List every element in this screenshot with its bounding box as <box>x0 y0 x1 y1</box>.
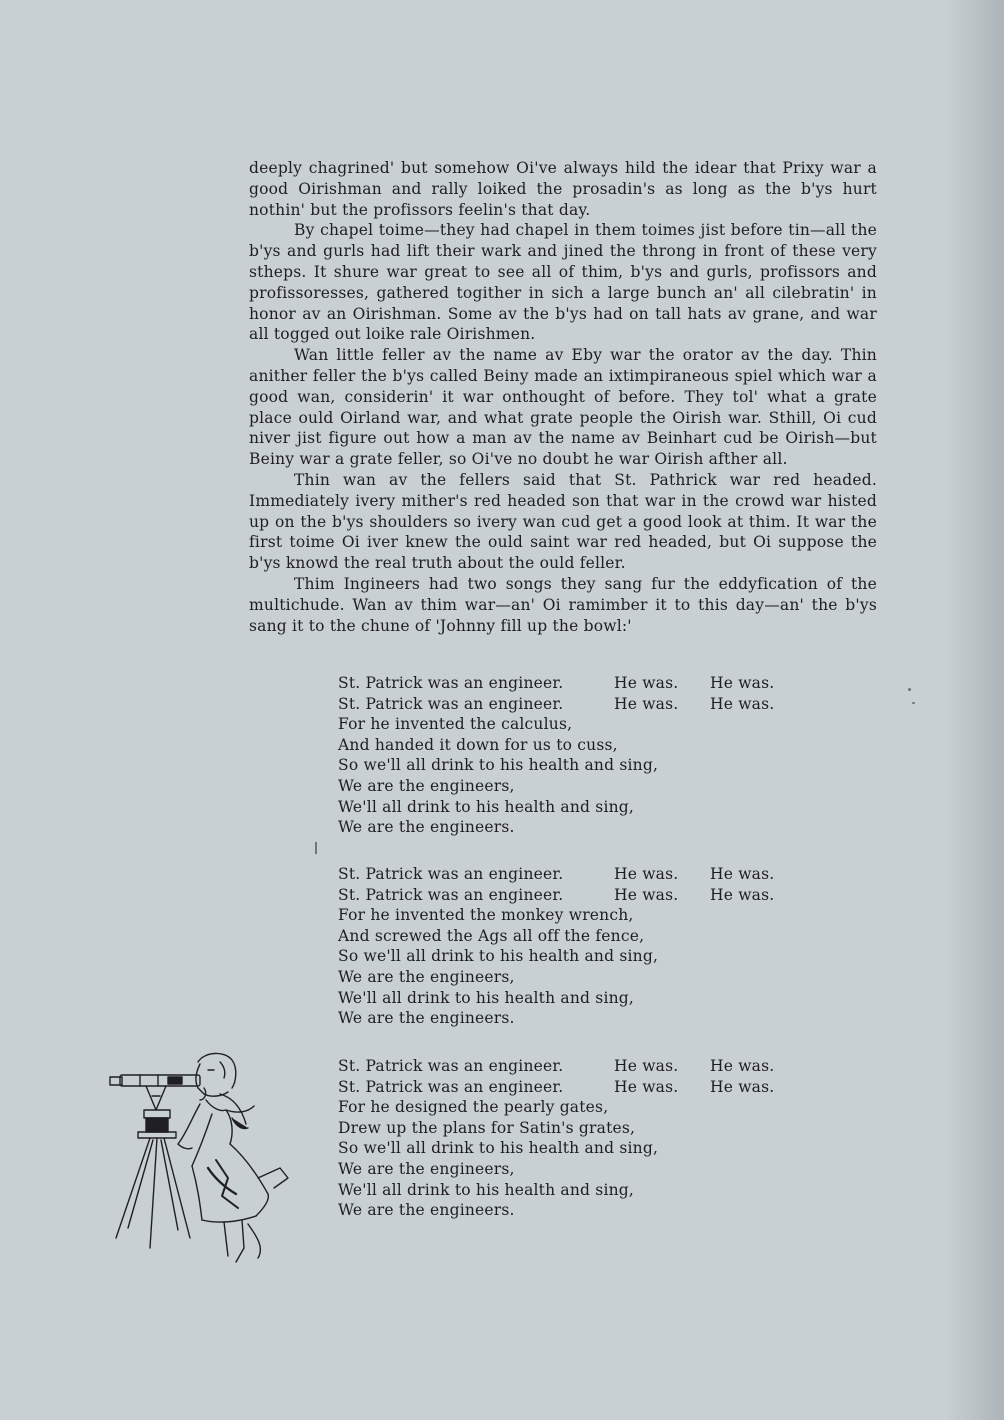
refrain-text: St. Patrick was an engineer. <box>338 865 564 883</box>
refrain-line <box>338 864 808 885</box>
he-was: He was. <box>614 1057 679 1075</box>
he-was: He was. <box>614 1077 679 1096</box>
refrain-line <box>338 1056 808 1077</box>
he-was: He was. <box>710 865 775 883</box>
chorus-line: So we'll all drink to his health and sing, <box>338 1139 659 1158</box>
he-was: He was. <box>710 674 775 692</box>
he-was: He was. <box>710 1077 775 1096</box>
he-was: He was. <box>614 885 679 904</box>
chorus-line: We'll all drink to his health and sing, <box>338 1180 635 1199</box>
paragraph: Thin wan av the fellers said that St. Pathrick war red headed. Immediately ivery mither's red headed son that war in the crowd war histed up on the b'ys shoulders so ivery wan cud get a good look at thim. It war the first toime Oi iver knew the ould saint war red headed, but Oi suppose the b'ys knowd the real truth about the ould feller. <box>249 470 877 573</box>
scan-speck <box>315 842 317 854</box>
refrain-line <box>338 673 808 694</box>
verse-line: For he invented the monkey wrench, <box>338 906 634 925</box>
page-edge-shadow <box>944 0 1004 1420</box>
verse-line: For he invented the calculus, <box>338 715 573 734</box>
chorus-line: We'll all drink to his health and sing, <box>338 988 635 1007</box>
chorus-line: We'll all drink to his health and sing, <box>338 797 635 816</box>
refrain-line <box>338 885 808 906</box>
chorus-line: So we'll all drink to his health and sing, <box>338 756 659 775</box>
he-was: He was. <box>614 865 679 883</box>
song-stanza-1 <box>338 673 808 838</box>
chorus-line: We are the engineers. <box>338 1009 515 1028</box>
chorus-line: We are the engineers, <box>338 967 515 986</box>
surveyor-with-transit-icon <box>108 1048 308 1268</box>
he-was: He was. <box>710 1057 775 1075</box>
refrain-line <box>338 1077 808 1098</box>
verse-line: For he designed the pearly gates, <box>338 1098 609 1117</box>
song-stanza-3 <box>338 1056 808 1221</box>
chorus-line: We are the engineers. <box>338 818 515 837</box>
chorus-line: So we'll all drink to his health and sing, <box>338 947 659 966</box>
he-was: He was. <box>614 694 679 713</box>
he-was: He was. <box>710 694 775 713</box>
he-was: He was. <box>710 885 775 904</box>
refrain-text: St. Patrick was an engineer. <box>338 1077 564 1096</box>
he-was: He was. <box>614 674 679 692</box>
refrain-text: St. Patrick was an engineer. <box>338 674 564 692</box>
paragraph: Thim Ingineers had two songs they sang fur the eddyfication of the multichude. Wan av thim war—an' Oi ramimber it to this day—an' the b'ys sang it to the chune of 'Johnny fill up the bowl:' <box>249 574 877 635</box>
refrain-text: St. Patrick was an engineer. <box>338 885 564 904</box>
refrain-line <box>338 694 808 715</box>
chorus-line: We are the engineers, <box>338 1159 515 1178</box>
verse-line: Drew up the plans for Satin's grates, <box>338 1118 636 1137</box>
refrain-text: St. Patrick was an engineer. <box>338 1057 564 1075</box>
song-stanza-2 <box>338 864 808 1029</box>
paragraph: deeply chagrined' but somehow Oi've always hild the idear that Prixy war a good Oirishman and rally loiked the prosadin's as long as the b'ys hurt nothin' but the profissors feelin's that day. <box>249 159 877 219</box>
chorus-line: We are the engineers. <box>338 1201 515 1220</box>
verse-line: And screwed the Ags all off the fence, <box>338 926 645 945</box>
paragraph: By chapel toime—they had chapel in them toimes jist before tin—all the b'ys and gurls had lift their wark and jined the throng in front of these very stheps. It shure war great to see all of thim, b'ys and gurls, profissors and profissoresses, gathered togither in sich a large bunch an' all cilebratin' in honor av an Oirishman. Some av the b'ys had on tall hats av grane, and war all togged out loike rale Oirishmen. <box>249 221 877 344</box>
verse-line: And handed it down for us to cuss, <box>338 735 618 754</box>
paragraph: Wan little feller av the name av Eby war the orator av the day. Thin anither feller the b'ys called Beiny made an ixtimpiraneous spiel which war a good wan, considerin' it war onthought of before. They tol' what a grate place ould Oirland war, and what grate people the Oirish war. Sthill, Oi cud niver jist figure out how a man av the name av Beinhart cud be Oirish—but Beiny war a grate feller, so Oi've no doubt he war Oirish afther all. <box>249 346 877 469</box>
prose-body <box>249 158 877 636</box>
scan-speck <box>908 688 911 691</box>
chorus-line: We are the engineers, <box>338 776 515 795</box>
scan-speck <box>912 702 915 704</box>
refrain-text: St. Patrick was an engineer. <box>338 694 564 713</box>
